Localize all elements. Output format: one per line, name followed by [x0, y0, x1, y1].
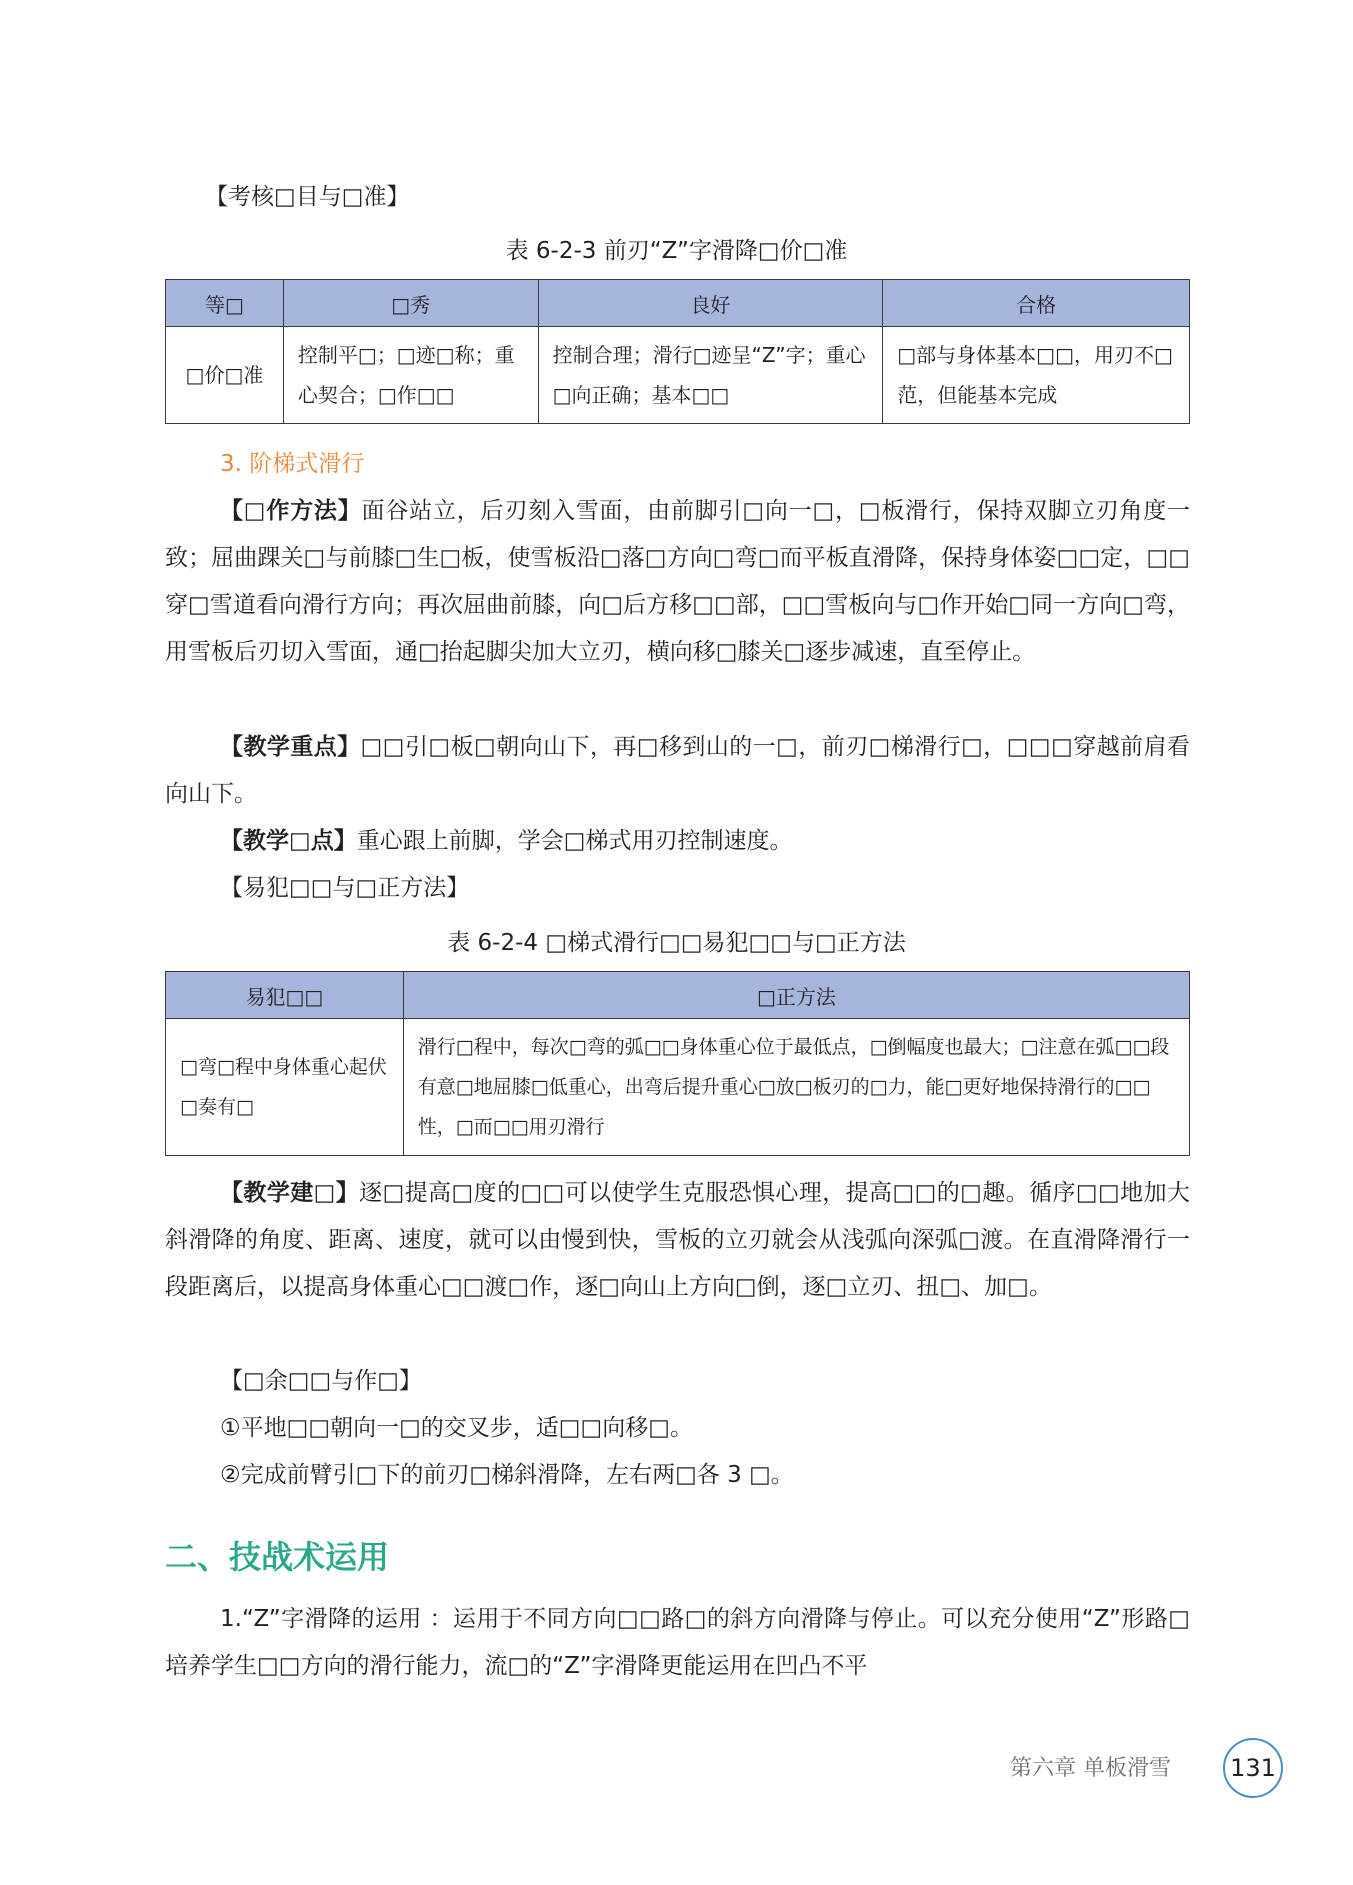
suggestion-label: 【教学建□】: [220, 1180, 360, 1206]
table-header-row: [166, 280, 1190, 327]
chapter-footer: 第六章 单板滑雪: [1010, 1756, 1171, 1781]
table-header: □秀: [283, 280, 538, 327]
table1-caption: 表 6-2-3 前刃“Z”字滑降□价□准: [505, 238, 848, 264]
table-header: 等□: [166, 280, 284, 327]
exercise-item: ②完成前臂引□下的前刃□梯斜滑降，左右两□各 3 □。: [220, 1462, 794, 1488]
table-row: [166, 1019, 1190, 1156]
error-cell: □弯□程中身体重心起伏□奏有□: [166, 1019, 404, 1156]
table-header: 良好: [538, 280, 883, 327]
errors-table: [165, 971, 1190, 1156]
subsection-title: 3. 阶梯式滑行: [220, 451, 365, 477]
exercise-item: ①平地□□朝向一□的交叉步，适□□向移□。: [220, 1415, 694, 1441]
section-paragraph: 1.“Z”字滑降的运用 ：运用于不同方向□□路□的斜方向滑降与停止。可以充分使用“Z”形路□培养学生□□方向的滑行能力，流□的“Z”字滑降更能运用在凹凸不平: [165, 1606, 1190, 1679]
table2-caption: 表 6-2-4 □梯式滑行□□易犯□□与□正方法: [447, 930, 906, 956]
errors-heading: 【易犯□□与□正方法】: [220, 875, 470, 901]
table-header: 易犯□□: [166, 972, 404, 1019]
correction-cell: 滑行□程中，每次□弯的弧□□身体重心位于最低点，□倒幅度也最大；□注意在弧□□段有意□地屈膝□低重心，出弯后提升重心□放□板刃的□力，能□更好地保持滑行的□□性，□而□□用刃滑行: [403, 1019, 1189, 1156]
exercise-heading: 【□余□□与作□】: [220, 1368, 422, 1394]
suggestion-paragraph: [165, 1170, 1190, 1311]
table-cell: 控制合理；滑行□迹呈“Z”字；重心□向正确；基本□□: [538, 327, 883, 424]
suggestion-text: 逐□提高□度的□□可以使学生克服恐惧心理，提高□□的□趣。循序□□地加大斜滑降的角度、距离、速度，就可以由慢到快，雪板的立刃就会从浅弧向深弧□渡。在直滑降滑行一段距离后，以提高身体重心□□渡□作，逐□向山上方向□倒，逐□立刃、扭□、加□。: [165, 1180, 1190, 1300]
assessment-heading: 【考核□目与□准】: [205, 184, 410, 210]
method-label: 【□作方法】: [220, 498, 362, 524]
table-cell: □部与身体基本□□，用刃不□范，但能基本完成: [883, 327, 1190, 424]
difficulty-paragraph: [165, 818, 1190, 865]
table-header: 合格: [883, 280, 1190, 327]
table-cell: 控制平□；□迹□称；重心契合；□作□□: [283, 327, 538, 424]
focus-text: □□引□板□朝向山下，再□移到山的一□，前刃□梯滑行□，□□□穿越前肩看向山下。: [165, 734, 1191, 807]
page-number: 131: [1223, 1738, 1283, 1798]
focus-paragraph: [165, 724, 1190, 818]
method-text: 面谷站立，后刃刻入雪面，由前脚引□向一□，□板滑行，保持双脚立刃角度一致；屈曲踝关□与前膝□生□板，使雪板沿□落□方向□弯□而平板直滑降，保持身体姿□□定，□□穿□雪道看向滑行方向；再次屈曲前膝，向□后方移□□部，□□雪板向与□作开始□同一方向□弯，用雪板后刃切入雪面，通□抬起脚尖加大立刃，横向移□膝关□逐步减速，直至停止。: [165, 498, 1190, 665]
difficulty-text: 重心跟上前脚，学会□梯式用刃控制速度。: [356, 828, 793, 854]
table-header: □正方法: [403, 972, 1189, 1019]
focus-label: 【教学重点】: [220, 734, 361, 760]
evaluation-table: [165, 279, 1190, 424]
method-paragraph: [165, 488, 1190, 676]
row-label: □价□准: [166, 327, 284, 424]
table-row: [166, 327, 1190, 424]
table-header-row: [166, 972, 1190, 1019]
section-title: 二、技战术运用: [165, 1538, 390, 1576]
difficulty-label: 【教学□点】: [220, 828, 357, 854]
